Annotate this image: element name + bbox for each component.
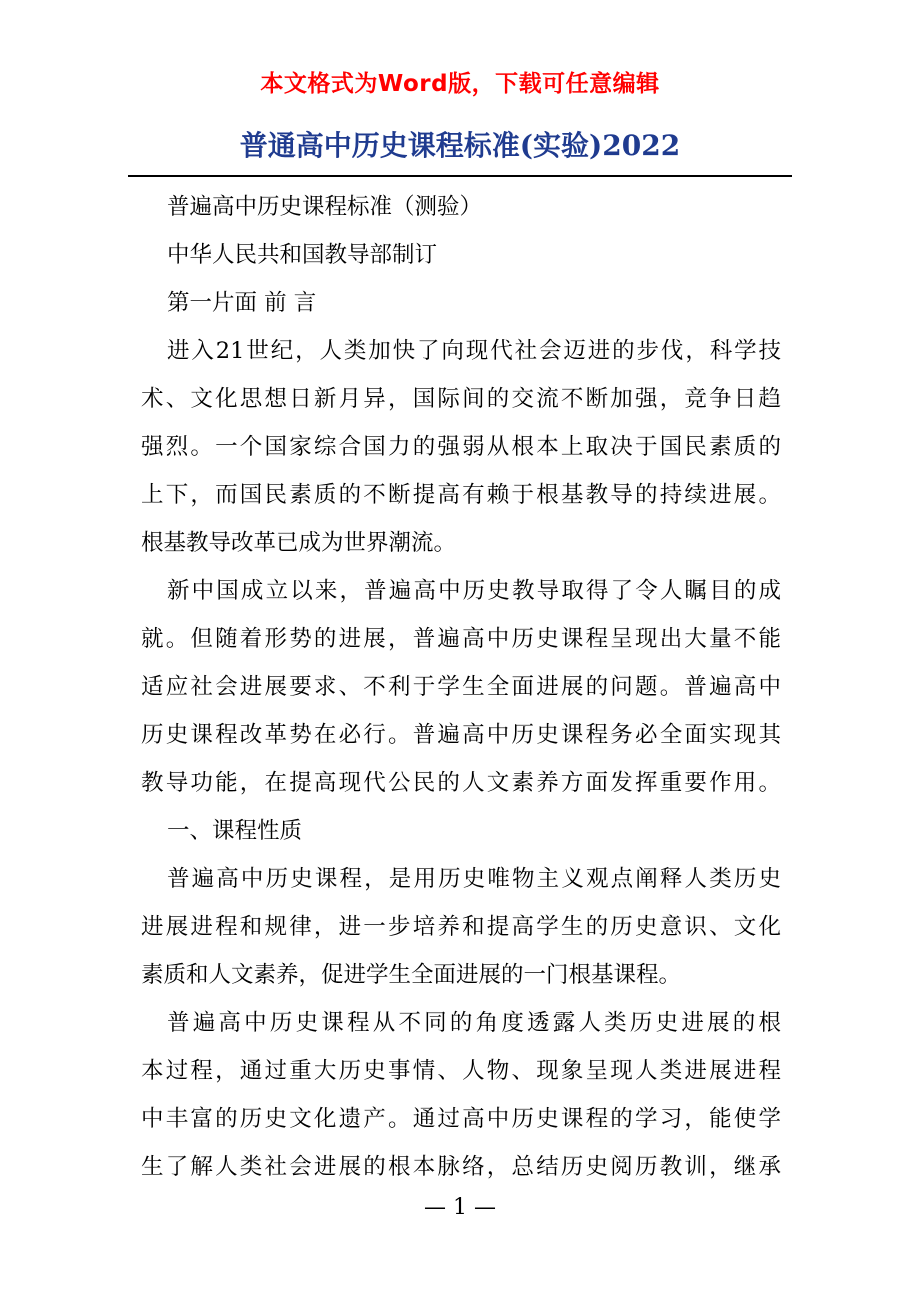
paragraph-line: 本过程，通过重大历史事情、人物、现象呈现人类进展进程	[141, 1058, 781, 1084]
paragraph-line: 生了解人类社会进展的根本脉络，总结历史阅历教训，继承	[141, 1154, 781, 1180]
section-heading-preface: 第一片面 前 言	[167, 290, 317, 316]
paragraph-line: 新中国成立以来，普遍高中历史教导取得了令人瞩目的成	[167, 578, 781, 604]
paragraph-line: 根基教导改革已成为世界潮流。	[141, 530, 457, 556]
document-body	[141, 183, 781, 1191]
download-banner: 本文格式为Word版，下载可任意编辑	[260, 71, 660, 97]
paragraph-line: 上下，而国民素质的不断提高有赖于根基教导的持续进展。	[141, 482, 781, 508]
paragraph-line: 普遍高中历史课程，是用历史唯物主义观点阐释人类历史	[167, 866, 781, 892]
title-divider	[128, 175, 792, 177]
paragraph-line: 普遍高中历史课程从不同的角度透露人类历史进展的根	[167, 1010, 781, 1036]
paragraph-line: 适应社会进展要求、不利于学生全面进展的问题。普遍高中	[141, 674, 781, 700]
subtitle-line: 普遍高中历史课程标准（测验）	[167, 194, 483, 220]
issuer-line: 中华人民共和国教导部制订	[167, 242, 438, 268]
page-number: — 1 —	[424, 1195, 496, 1220]
paragraph-line: 强烈。一个国家综合国力的强弱从根本上取决于国民素质的	[141, 434, 781, 460]
paragraph-line: 教导功能，在提高现代公民的人文素养方面发挥重要作用。	[141, 770, 781, 796]
paragraph-line: 进入21世纪，人类加快了向现代社会迈进的步伐，科学技	[167, 338, 781, 364]
section-heading-course-nature: 一、课程性质	[167, 818, 303, 844]
document-title: 普通高中历史课程标准(实验)2022	[239, 129, 681, 162]
paragraph-line: 中丰富的历史文化遗产。通过高中历史课程的学习，能使学	[141, 1106, 781, 1132]
paragraph-line: 进展进程和规律，进一步培养和提高学生的历史意识、文化	[141, 914, 781, 940]
paragraph-line: 就。但随着形势的进展，普遍高中历史课程呈现出大量不能	[141, 626, 781, 652]
paragraph-line: 素质和人文素养，促进学生全面进展的一门根基课程。	[141, 962, 682, 988]
paragraph-line: 历史课程改革势在必行。普遍高中历史课程务必全面实现其	[141, 722, 781, 748]
paragraph-line: 术、文化思想日新月异，国际间的交流不断加强，竞争日趋	[141, 386, 781, 412]
